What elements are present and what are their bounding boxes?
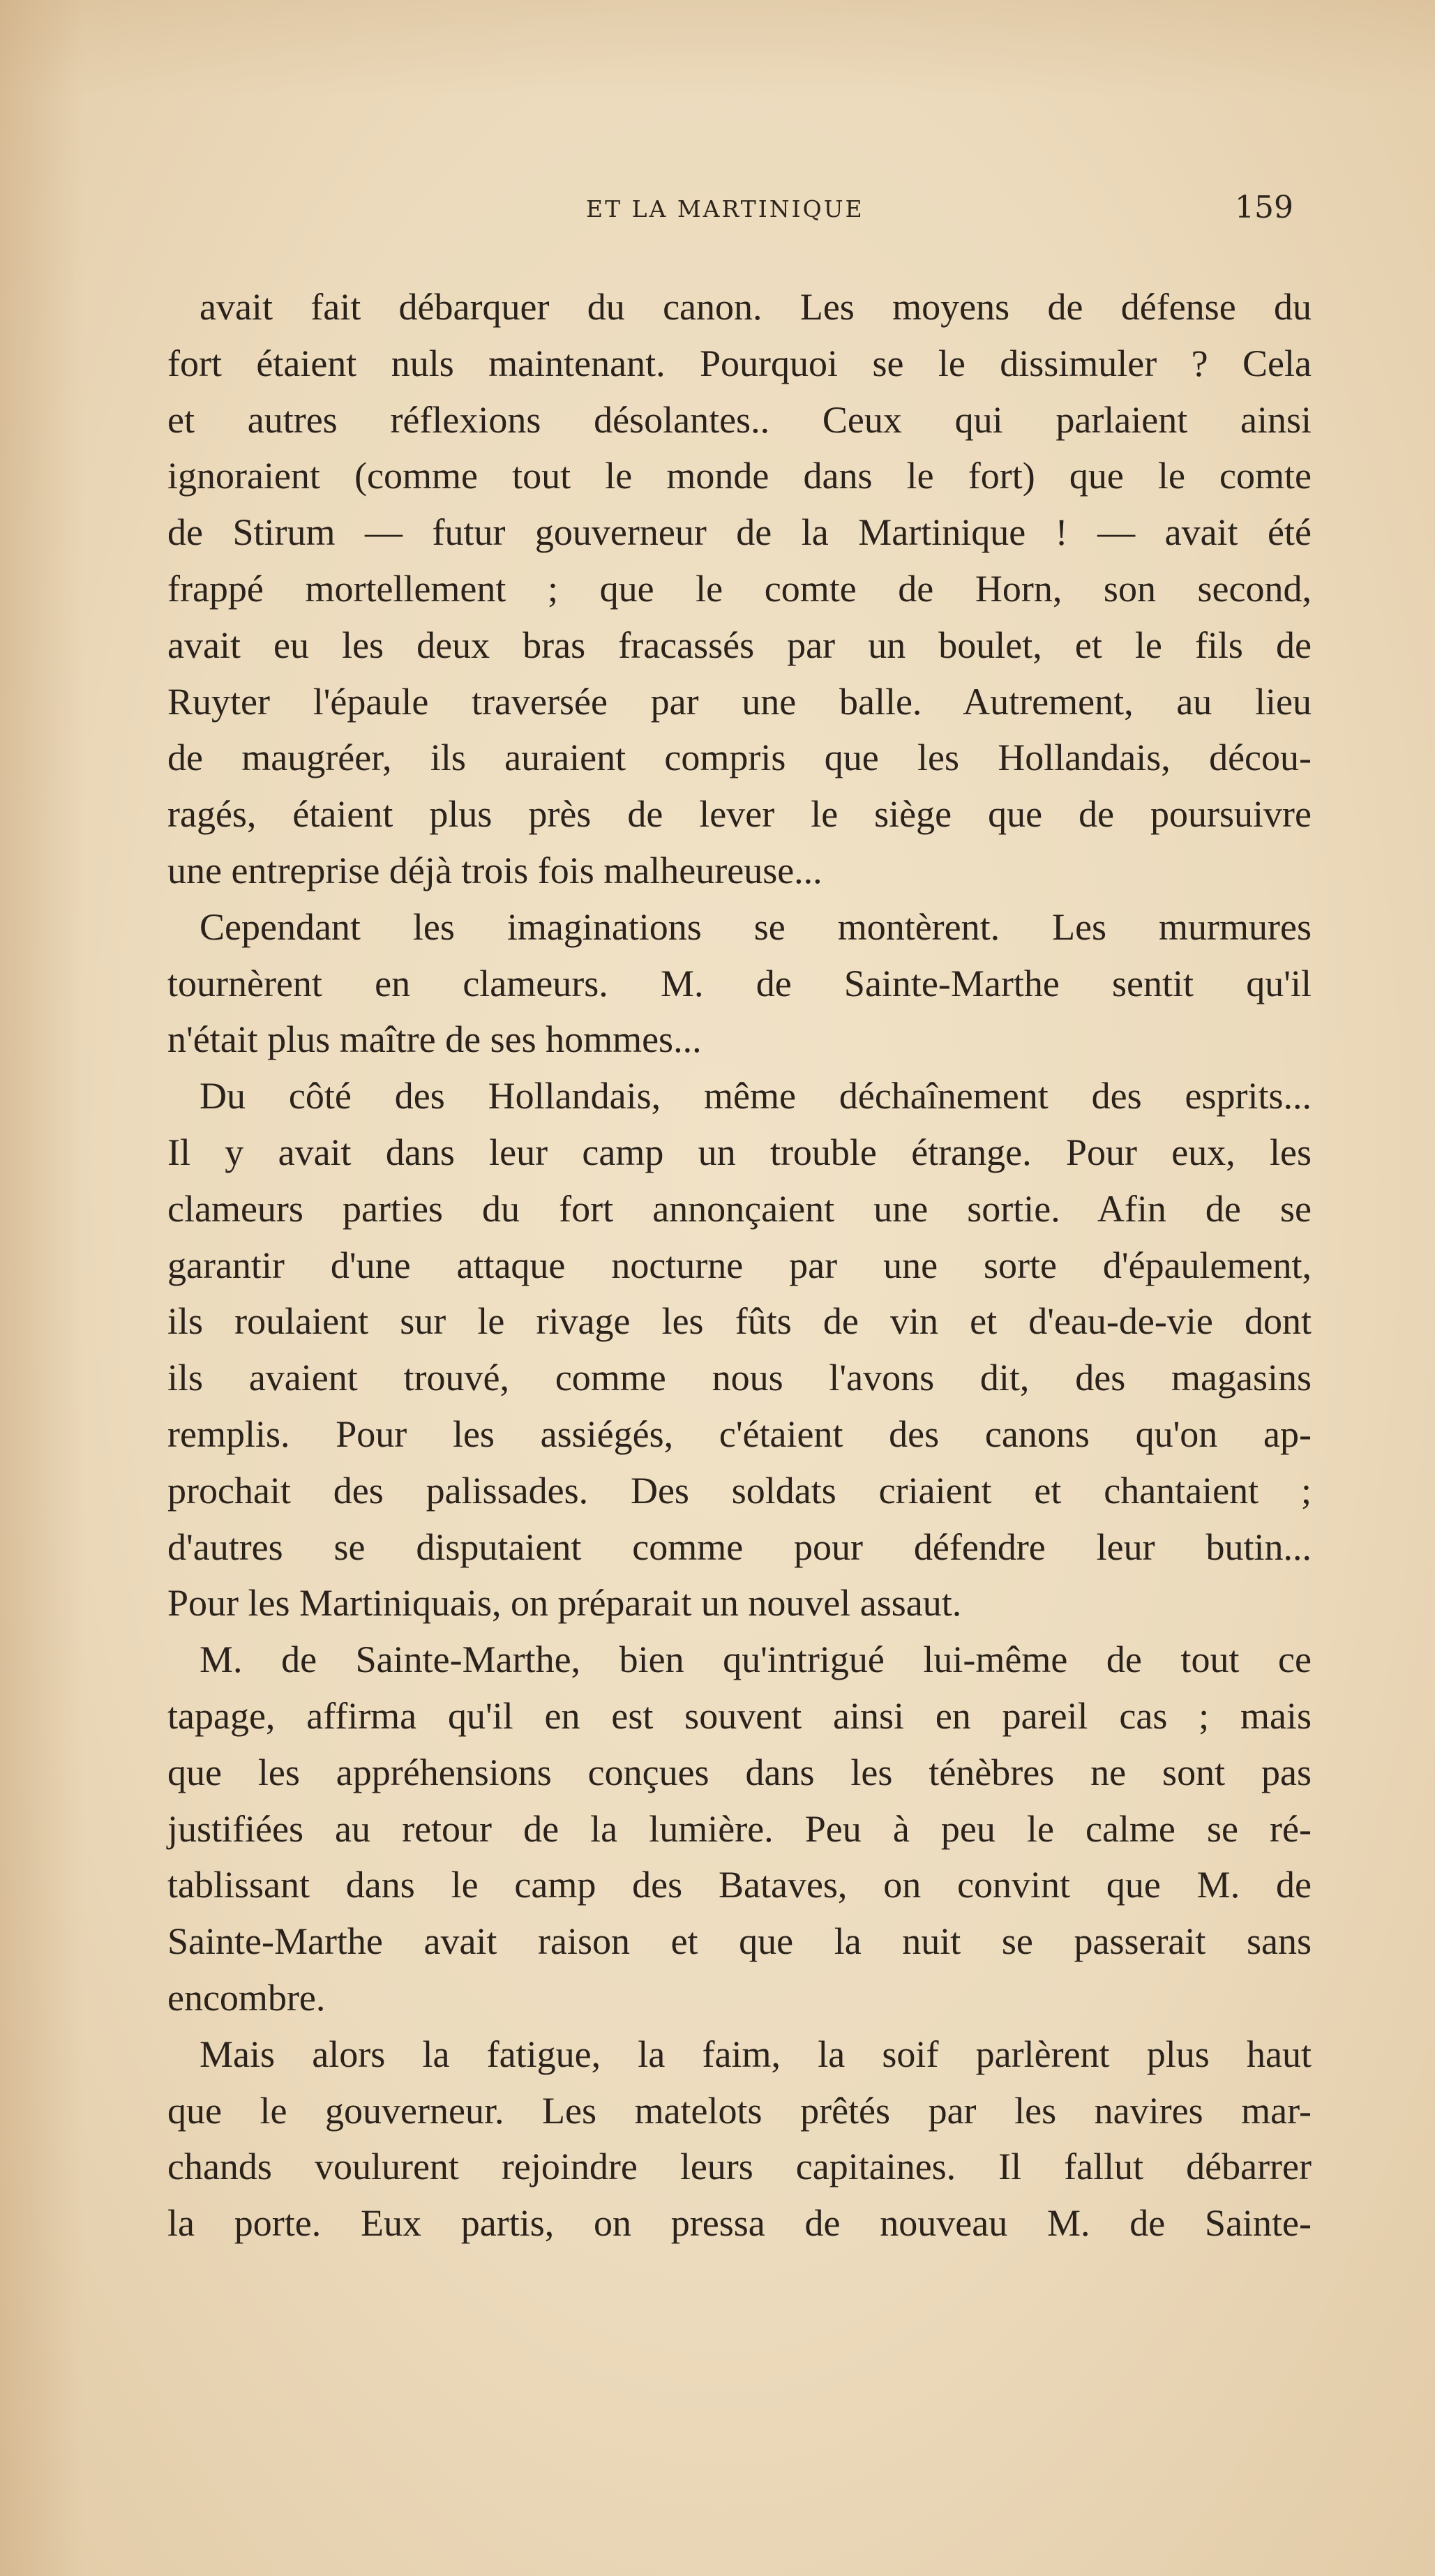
text-line: frappé mortellement ; que le comte de Horn, son second, (167, 567, 1312, 610)
text-line: Du côté des Hollandais, même déchaînement des esprits... (200, 1075, 1312, 1117)
text-line: ignoraient (comme tout le monde dans le fort) que le comte (167, 455, 1312, 497)
text-line: tournèrent en clameurs. M. de Sainte-Marthe sentit qu'il (167, 962, 1312, 1004)
text-line: garantir d'une attaque nocturne par une sorte d'épaulement, (167, 1244, 1312, 1286)
text-line: n'était plus maître de ses hommes... (167, 1018, 702, 1061)
text-line: prochait des palissades. Des soldats criaient et chantaient ; (167, 1469, 1312, 1512)
text-line: tapage, affirma qu'il en est souvent ainsi en pareil cas ; mais (167, 1694, 1312, 1737)
text-line: la porte. Eux partis, on pressa de nouveau M. de Sainte- (167, 2202, 1312, 2245)
text-line: chands voulurent rejoindre leurs capitaines. Il fallut débarrer (167, 2146, 1312, 2188)
text-line: que le gouverneur. Les matelots prêtés par les navires mar- (167, 2089, 1312, 2132)
text-line: de maugréer, ils auraient compris que les Hollandais, décou- (167, 737, 1312, 779)
text-line: ragés, étaient plus près de lever le siège que de poursuivre (167, 793, 1312, 836)
text-line: Il y avait dans leur camp un trouble étrange. Pour eux, les (167, 1131, 1312, 1173)
page-number: 159 (1235, 190, 1293, 225)
body-text (167, 279, 1312, 2252)
text-line: avait eu les deux bras fracassés par un boulet, et le fils de (167, 624, 1312, 666)
text-line: avait fait débarquer du canon. Les moyens de défense du (200, 286, 1312, 328)
text-line: Cependant les imaginations se montèrent. Les murmures (200, 905, 1312, 948)
text-line: et autres réflexions désolantes.. Ceux qui parlaient ainsi (167, 398, 1312, 441)
text-line: Sainte-Marthe avait raison et que la nuit se passerait sans (167, 1920, 1312, 1963)
text-line: une entreprise déjà trois fois malheureuse... (167, 849, 822, 891)
text-line: M. de Sainte-Marthe, bien qu'intrigué lui-même de tout ce (200, 1639, 1312, 1681)
text-line: que les appréhensions conçues dans les ténèbres ne sont pas (167, 1751, 1312, 1793)
text-line: ils roulaient sur le rivage les fûts de vin et d'eau-de-vie dont (167, 1300, 1312, 1343)
text-line: d'autres se disputaient comme pour défendre leur butin... (167, 1526, 1312, 1568)
text-line: de Stirum — futur gouverneur de la Martinique ! — avait été (167, 511, 1312, 554)
text-line: clameurs parties du fort annonçaient une sortie. Afin de se (167, 1187, 1312, 1230)
text-line: fort étaient nuls maintenant. Pourquoi se le dissimuler ? Cela (167, 342, 1312, 384)
text-line: encombre. (167, 1976, 326, 2019)
text-line: remplis. Pour les assiégés, c'étaient des canons qu'on ap- (167, 1413, 1312, 1455)
text-line: Ruyter l'épaule traversée par une balle. Autrement, au lieu (167, 680, 1312, 723)
text-line: Mais alors la fatigue, la faim, la soif parlèrent plus haut (200, 2033, 1312, 2075)
text-line: Pour les Martiniquais, on préparait un nouvel assaut. (167, 1582, 962, 1625)
text-line: justifiées au retour de la lumière. Peu à peu le calme se ré- (167, 1807, 1312, 1850)
running-title: ET LA MARTINIQUE (586, 195, 864, 223)
text-line: tablissant dans le camp des Bataves, on convint que M. de (167, 1864, 1312, 1906)
text-line: ils avaient trouvé, comme nous l'avons dit, des magasins (167, 1357, 1312, 1399)
